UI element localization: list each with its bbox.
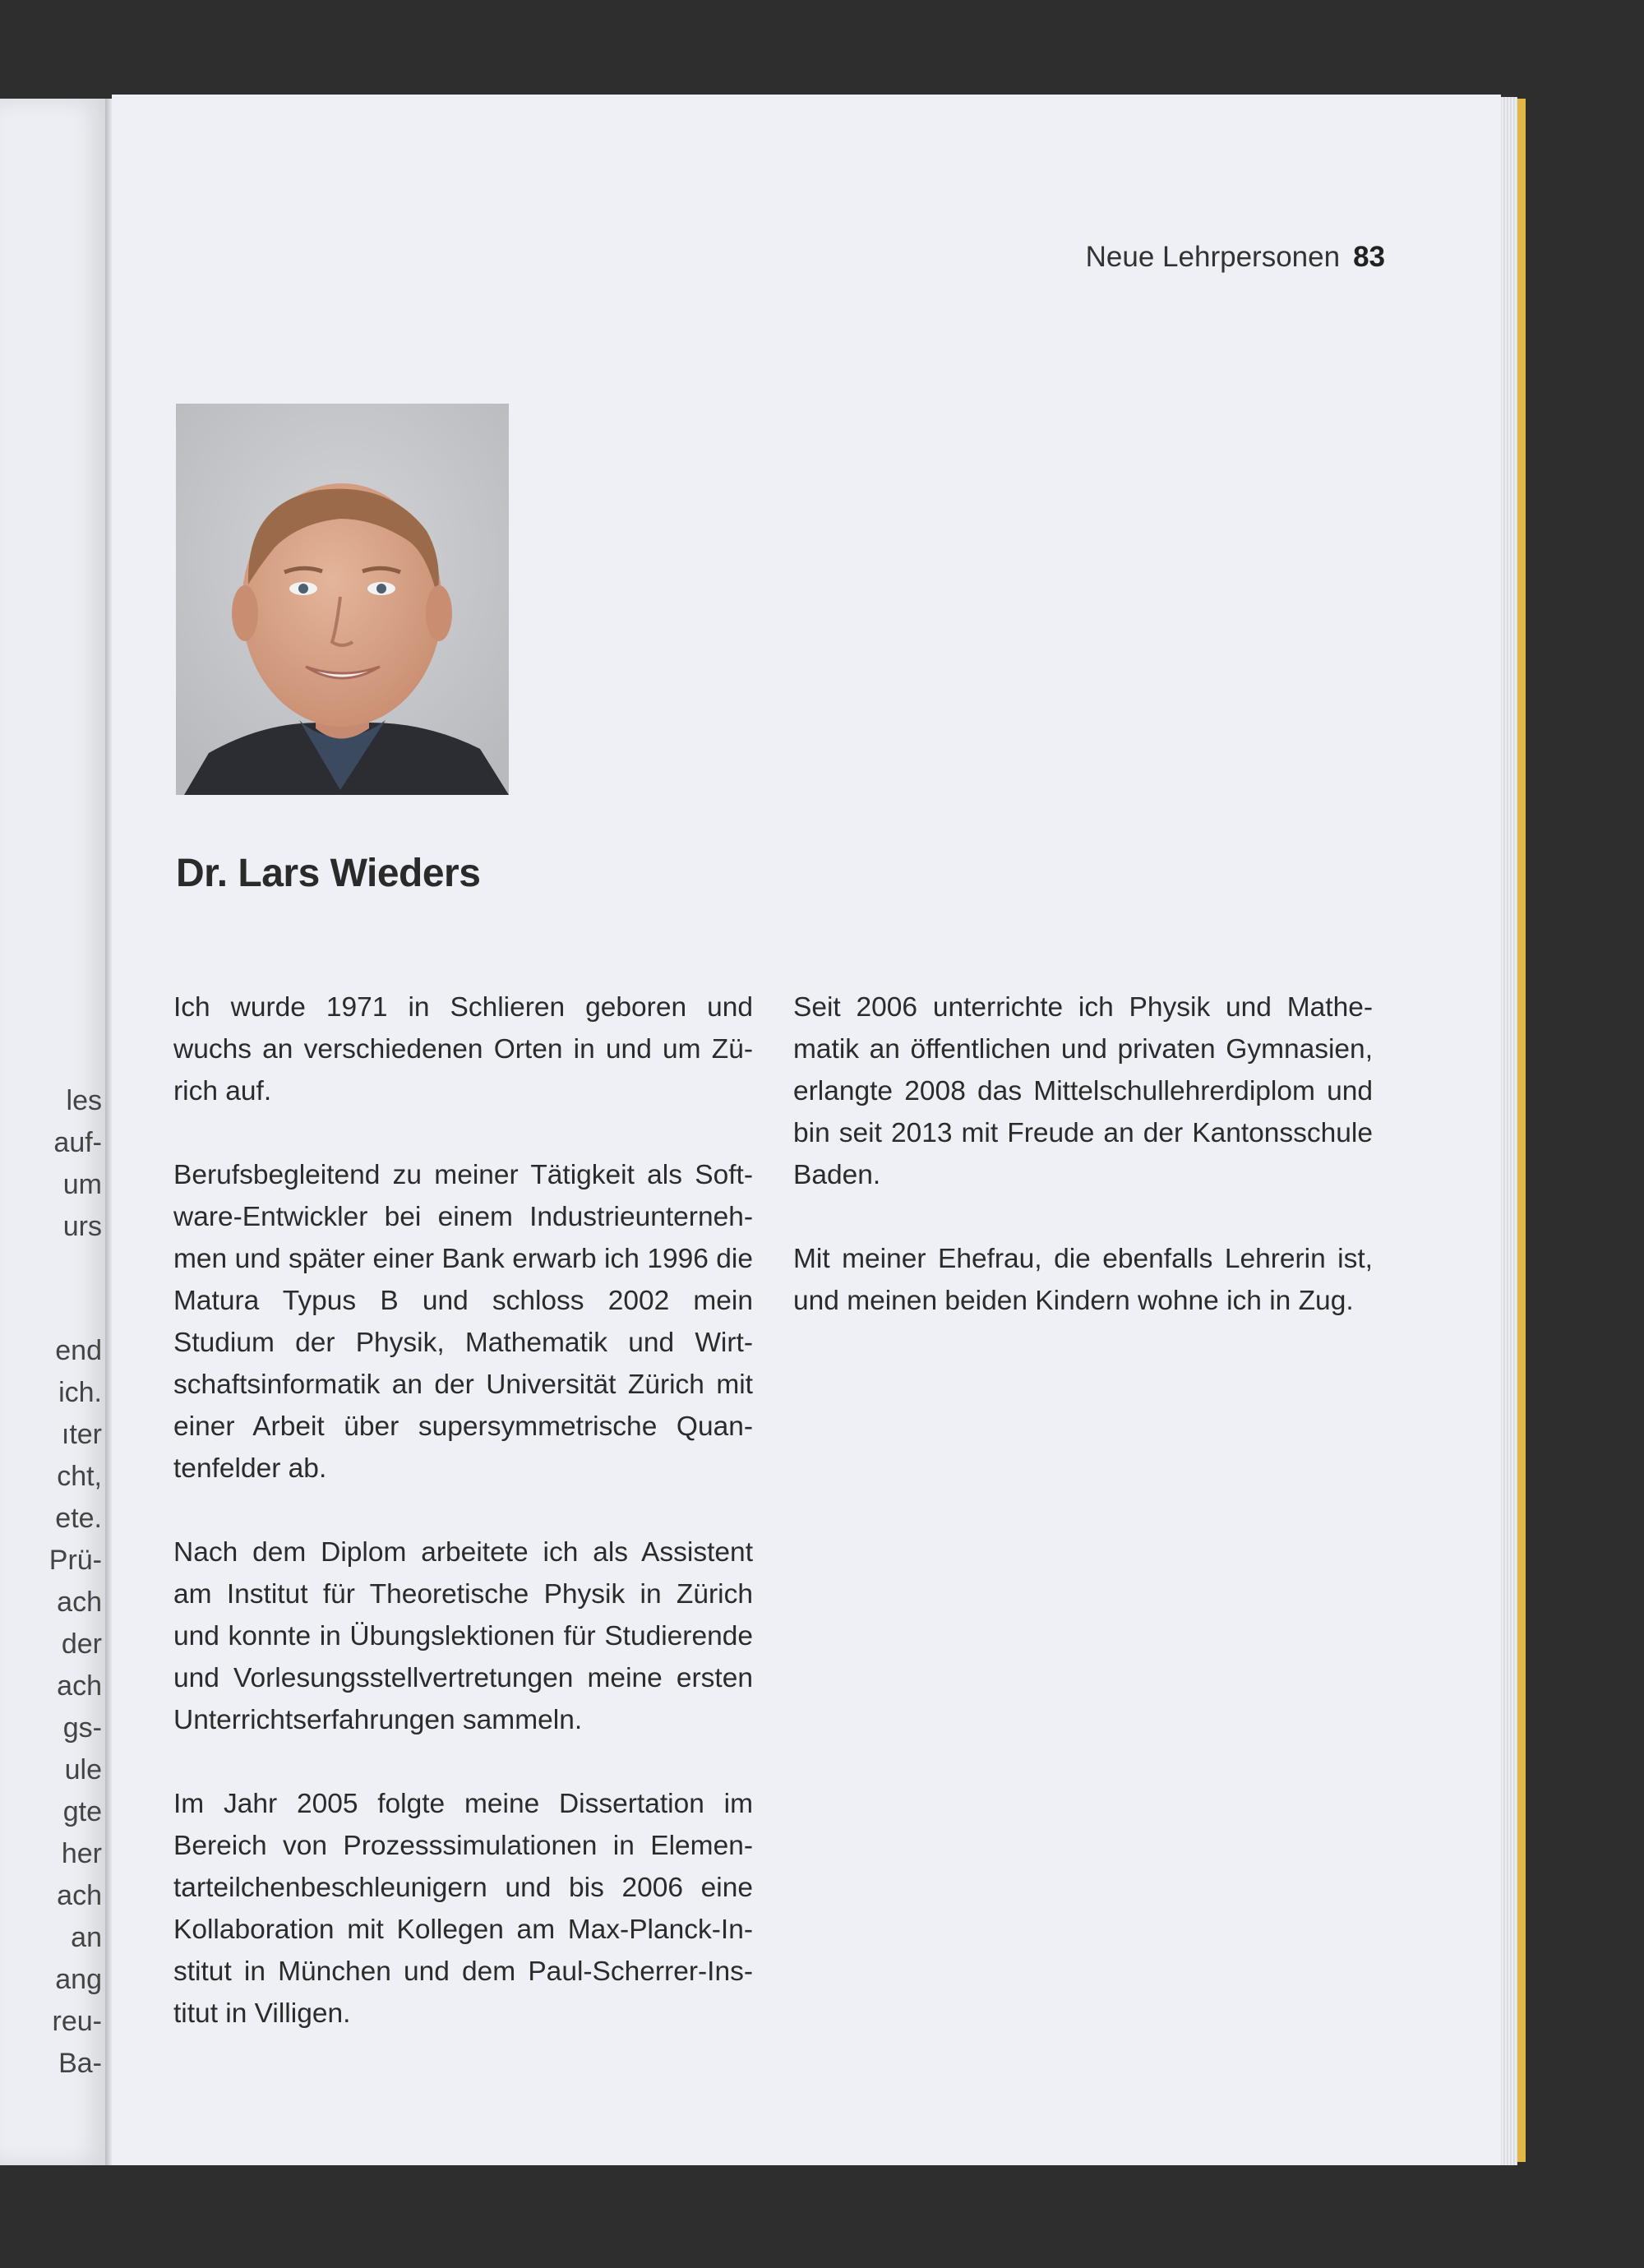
text-column-right	[793, 986, 1373, 1364]
paragraph: Berufsbegleitend zu meiner Tätigkeit als Software-Entwickler bei einem Industrieunternehmen und später einer Bank erwarb ich 1996 die Matura Typus B und schloss 2002 mein Studium der Physik, Mathematik und Wirtschaftsinformatik an der Universität Zürich mit einer Arbeit über supersymmetrische Quantenfelder ab.	[173, 1160, 753, 1484]
portrait-illustration	[176, 404, 509, 795]
left-page-fragment: gte	[62, 1796, 102, 1827]
page-number: 83	[1353, 241, 1385, 273]
book-gutter	[105, 99, 112, 2165]
left-page-fragment: ach	[57, 1587, 102, 1618]
paragraph: Seit 2006 unterrichte ich Physik und Mathematik an öffentlichen und privaten Gymnasien, erlangte 2008 das Mittelschullehrerdiplom und bin seit 2013 mit Freude an der Kantonsschule Baden.	[793, 992, 1373, 1190]
running-head	[1036, 241, 1385, 274]
left-page-fragment: an	[71, 1922, 102, 1953]
paragraph: Im Jahr 2005 folgte meine Dissertation im Bereich von Prozesssimulationen in Elementarteilchenbeschleunigern und bis 2006 eine Kollaboration mit Kollegen am Max-Planck-Institut in München und dem Paul-Scherrer-Institut in Villigen.	[173, 1789, 753, 2029]
page-edge	[1501, 97, 1517, 2165]
left-page-fragment: les	[66, 1085, 102, 1116]
left-page-fragment: Ba-	[58, 2048, 102, 2079]
left-page-fragment: ich.	[58, 1377, 102, 1408]
left-page-fragment: ach	[57, 1880, 102, 1911]
page-edge-marker	[1517, 99, 1526, 2162]
portrait-photo	[176, 404, 509, 795]
person-name: Dr. Lars Wieders	[176, 852, 481, 895]
section-title: Neue Lehrpersonen	[1085, 241, 1341, 273]
left-page-fragment: ule	[64, 1754, 102, 1785]
left-page	[0, 99, 109, 2165]
left-page-fragment: Prü-	[48, 1545, 102, 1576]
left-page-fragment: ete.	[55, 1503, 102, 1534]
left-page-fragment: ang	[55, 1964, 102, 1995]
left-page-fragment: auf-	[53, 1127, 102, 1158]
left-page-fragment: der	[61, 1628, 102, 1660]
left-page-fragment: gs-	[62, 1712, 102, 1744]
left-page-fragment: urs	[62, 1211, 102, 1242]
left-page-fragment: um	[62, 1169, 102, 1200]
left-page-fragment: ıter	[61, 1419, 102, 1450]
paragraph: Ich wurde 1971 in Schlieren geboren und wuchs an verschiedenen Orten in und um Zürich auf.	[173, 992, 753, 1106]
left-page-fragment: ach	[57, 1670, 102, 1702]
left-page-fragment: cht,	[57, 1461, 102, 1492]
left-page-fragment: reu-	[52, 2006, 102, 2037]
left-page-fragment: her	[61, 1838, 102, 1869]
left-page-fragment: end	[55, 1335, 102, 1366]
paragraph: Mit meiner Ehefrau, die ebenfalls Lehrerin ist, und meinen beiden Kindern wohne ich in Zug.	[793, 1244, 1373, 1316]
paragraph: Nach dem Diplom arbeitete ich als Assistent am Institut für Theoretische Physik in Zürich und konnte in Übungslektionen für Studierende und Vorlesungsstellvertretungen meine ersten Unterrichtserfahrungen sammeln.	[173, 1537, 753, 1735]
text-column-left	[173, 986, 753, 2076]
